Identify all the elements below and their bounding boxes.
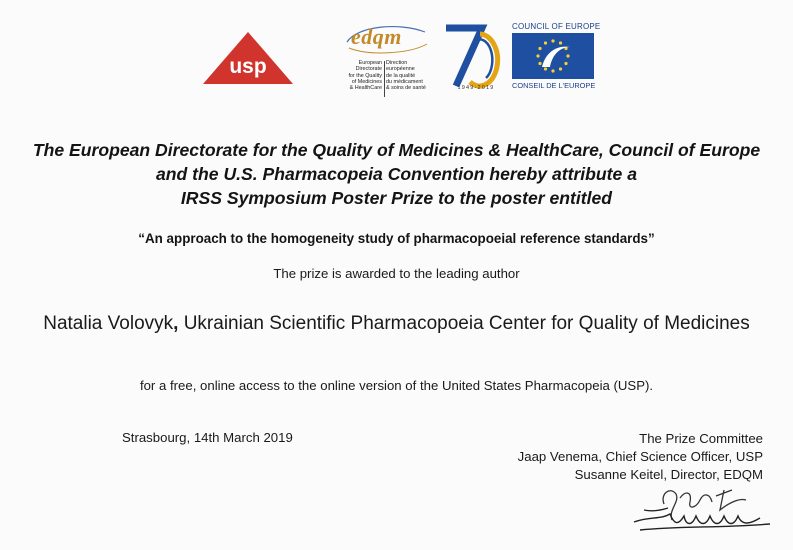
- usp-logo-text: usp: [229, 55, 267, 78]
- edqm-wordmark: edqm: [351, 24, 402, 49]
- edqm-french-text: Direction européenne de la qualité du médicament & soins de santé: [386, 60, 426, 92]
- flag-star: [566, 54, 569, 57]
- poster-title: “An approach to the homogeneity study of pharmacopoeial reference standards”: [138, 231, 655, 246]
- council-of-europe-subtitle: CONSEIL DE L'EUROPE: [512, 81, 596, 90]
- flag-star: [551, 39, 554, 42]
- place-and-date: Strasbourg, 14th March 2019: [122, 430, 293, 445]
- winner-affiliation: Ukrainian Scientific Pharmacopoeia Center for Quality of Medicines: [183, 313, 750, 334]
- anniversary-years: 1949-2019: [457, 85, 495, 91]
- handwritten-signatures: [620, 480, 780, 546]
- flag-star: [559, 67, 562, 70]
- flag-star: [564, 62, 567, 65]
- flag-star: [538, 62, 541, 65]
- committee-member-1: Jaap Venema, Chief Science Officer, USP: [517, 449, 763, 464]
- prize-statement: The prize is awarded to the leading author: [273, 266, 520, 281]
- flag-star: [551, 69, 554, 72]
- winner-name: Natalia Volovyk: [43, 313, 174, 334]
- edqm-english-text: European Directorate for the Quality of Medicines & HealthCare: [348, 60, 382, 92]
- seventy-years-logo: [442, 20, 504, 94]
- usp-logo: [203, 32, 293, 84]
- flag-star: [559, 41, 562, 44]
- committee-title: The Prize Committee: [639, 431, 763, 446]
- headline-line-3: IRSS Symposium Poster Prize to the poster entitled: [180, 188, 613, 208]
- headline-line-1: The European Directorate for the Quality of Medicines & HealthCare, Council of Europe: [32, 140, 761, 160]
- prize-committee: [518, 430, 763, 484]
- council-of-europe-title: COUNCIL OF EUROPE: [512, 22, 601, 31]
- flag-star: [544, 41, 547, 44]
- flag-star: [538, 47, 541, 50]
- committee-member-2: Susanne Keitel, Director, EDQM: [574, 467, 763, 482]
- certificate-headline: [10, 138, 783, 210]
- winner-separator: ,: [173, 313, 179, 334]
- access-statement: for a free, online access to the online version of the United States Pharmacopeia (USP).: [139, 378, 654, 393]
- council-of-europe-flag-icon: [512, 33, 594, 79]
- flag-star: [544, 67, 547, 70]
- headline-line-2: and the U.S. Pharmacopeia Convention hereby attribute a: [156, 164, 637, 184]
- edqm-logo: [337, 20, 437, 98]
- edqm-divider: [384, 61, 385, 97]
- winner-line: [10, 313, 783, 335]
- flag-star: [536, 54, 539, 57]
